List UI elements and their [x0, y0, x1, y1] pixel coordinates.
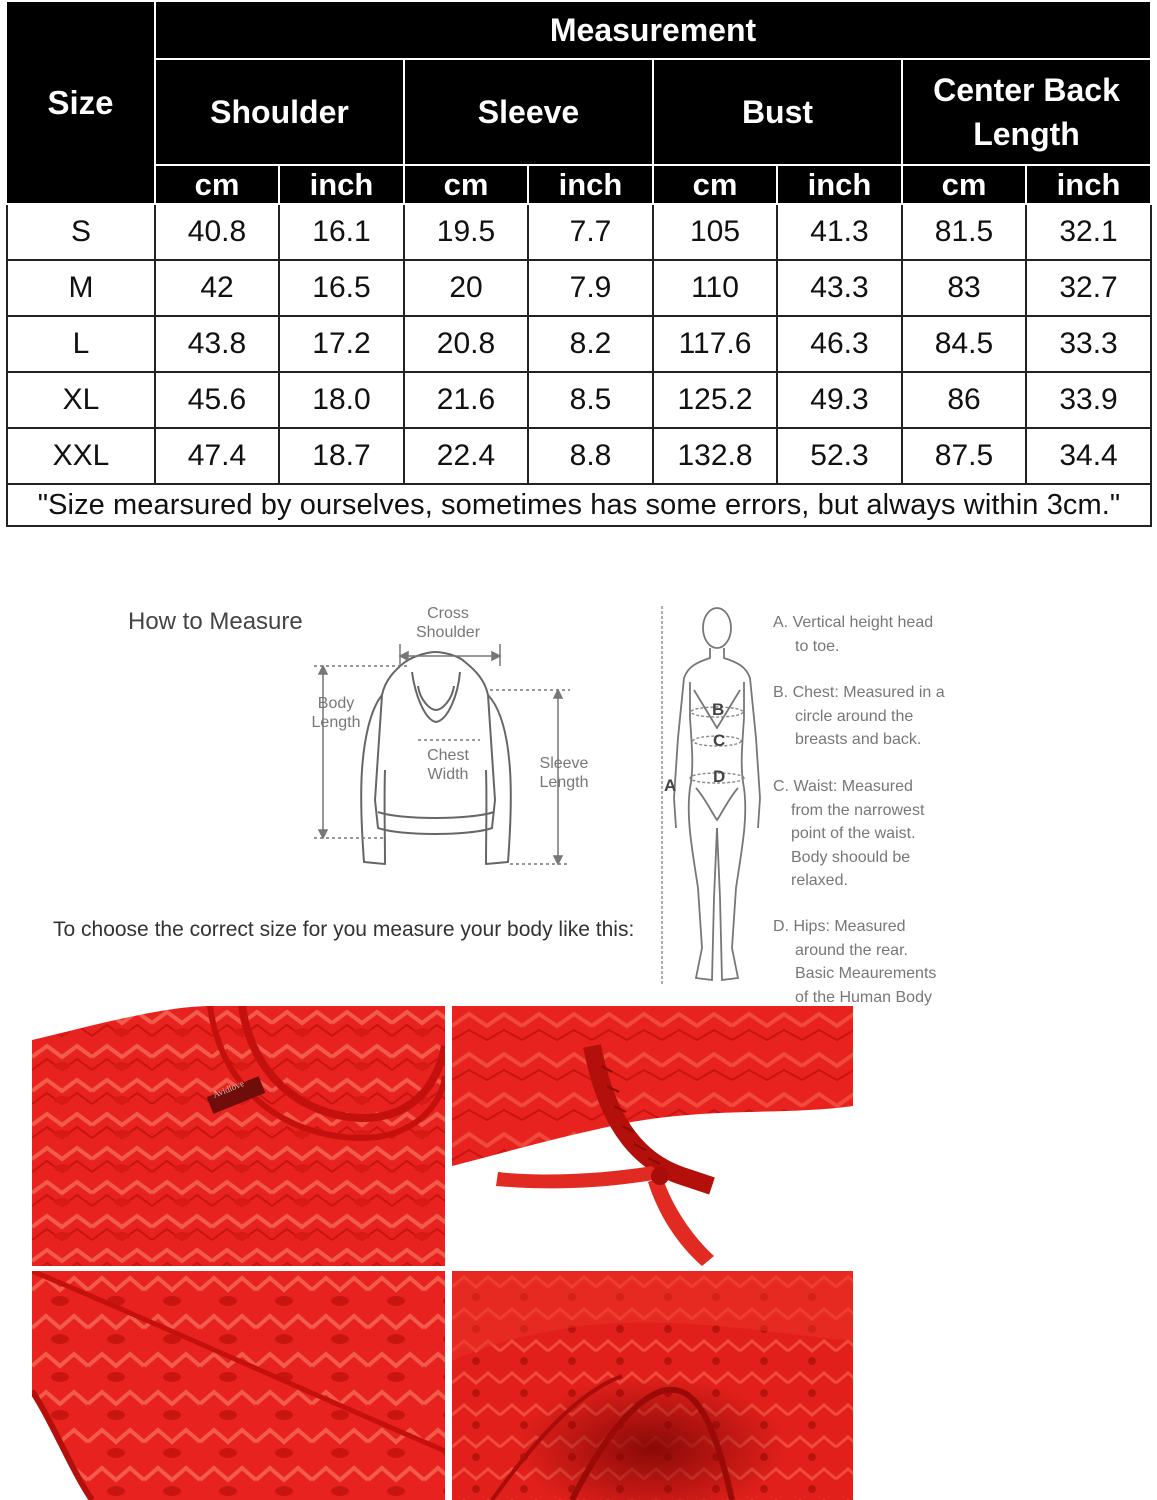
value-cell: 19.5: [404, 204, 528, 260]
marker-c: C: [713, 731, 726, 750]
size-cell: XXL: [7, 428, 155, 484]
note-waist: C. Waist: Measured from the narrowest point of the waist. Body shoould be relaxed.: [773, 778, 925, 889]
table-row: [7, 316, 1151, 372]
table-note-row: [7, 484, 1151, 526]
value-cell: 117.6: [653, 316, 777, 372]
unit-header: inch: [777, 165, 902, 204]
table-row: [7, 428, 1151, 484]
cross-shoulder-label: Cross Shoulder: [415, 605, 481, 641]
value-cell: 84.5: [902, 316, 1026, 372]
value-cell: 42: [155, 260, 279, 316]
note-chest: B. Chest: Measured in a circle around the breasts and back.: [773, 684, 945, 748]
neckline-photo: [32, 1006, 445, 1266]
how-to-measure-title: How to Measure: [128, 608, 303, 635]
size-cell: L: [7, 316, 155, 372]
unit-header: cm: [155, 165, 279, 204]
value-cell: 32.7: [1026, 260, 1151, 316]
size-cell: XL: [7, 372, 155, 428]
value-cell: 20: [404, 260, 528, 316]
marker-b: B: [712, 700, 725, 719]
size-column-header: Size: [7, 1, 155, 204]
value-cell: 8.2: [528, 316, 653, 372]
body-measure-figure: [660, 598, 770, 994]
value-cell: 45.6: [155, 372, 279, 428]
sleeve-length-label: Sleeve Length: [539, 755, 589, 791]
hem-photo: [32, 1271, 445, 1500]
value-cell: 47.4: [155, 428, 279, 484]
value-cell: 16.1: [279, 204, 404, 260]
body-length-label: Body Length: [311, 695, 361, 731]
note-height: A. Vertical height head to toe.: [773, 614, 934, 655]
size-chart-table: [6, 0, 1152, 527]
measurement-header: Measurement: [155, 1, 1151, 59]
note-hips: D. Hips: Measured around the rear. Basic Meaurements of the Human Body: [773, 918, 937, 1006]
drawstring-photo: [452, 1006, 853, 1266]
table-row: [7, 372, 1151, 428]
value-cell: 40.8: [155, 204, 279, 260]
marker-d: D: [713, 767, 726, 786]
value-cell: 22.4: [404, 428, 528, 484]
unit-header: cm: [653, 165, 777, 204]
bust-header: Bust: [653, 59, 902, 165]
table-row: [7, 204, 1151, 260]
value-cell: 52.3: [777, 428, 902, 484]
value-cell: 34.4: [1026, 428, 1151, 484]
size-note: "Size mearsured by ourselves, sometimes has some errors, but always within 3cm.": [7, 484, 1151, 526]
value-cell: 8.8: [528, 428, 653, 484]
value-cell: 18.0: [279, 372, 404, 428]
table-row: [7, 260, 1151, 316]
value-cell: 17.2: [279, 316, 404, 372]
fabric-closeup-photo: [452, 1271, 853, 1500]
center-back-length-header: Center Back Length: [902, 59, 1151, 165]
value-cell: 16.5: [279, 260, 404, 316]
unit-header: cm: [404, 165, 528, 204]
size-cell: S: [7, 204, 155, 260]
shoulder-header: Shoulder: [155, 59, 404, 165]
value-cell: 33.9: [1026, 372, 1151, 428]
value-cell: 87.5: [902, 428, 1026, 484]
size-chart-header: [7, 1, 1151, 204]
unit-header: cm: [902, 165, 1026, 204]
value-cell: 18.7: [279, 428, 404, 484]
value-cell: 49.3: [777, 372, 902, 428]
marker-a: A: [664, 776, 677, 795]
value-cell: 83: [902, 260, 1026, 316]
value-cell: 7.9: [528, 260, 653, 316]
value-cell: 32.1: [1026, 204, 1151, 260]
garment-measure-diagram: [290, 600, 610, 880]
value-cell: 33.3: [1026, 316, 1151, 372]
value-cell: 7.7: [528, 204, 653, 260]
choose-size-instruction: To choose the correct size for you measure your body like this:: [53, 918, 635, 941]
value-cell: 125.2: [653, 372, 777, 428]
value-cell: 21.6: [404, 372, 528, 428]
brand-label-text: Avidlove: [211, 1078, 246, 1100]
sleeve-header: Sleeve: [404, 59, 653, 165]
value-cell: 132.8: [653, 428, 777, 484]
size-chart-body: [7, 204, 1151, 526]
unit-header: inch: [528, 165, 653, 204]
value-cell: 86: [902, 372, 1026, 428]
value-cell: 43.8: [155, 316, 279, 372]
unit-header: inch: [1026, 165, 1151, 204]
chest-width-label: Chest Width: [427, 747, 469, 783]
value-cell: 81.5: [902, 204, 1026, 260]
value-cell: 105: [653, 204, 777, 260]
value-cell: 8.5: [528, 372, 653, 428]
size-cell: M: [7, 260, 155, 316]
value-cell: 46.3: [777, 316, 902, 372]
value-cell: 20.8: [404, 316, 528, 372]
value-cell: 41.3: [777, 204, 902, 260]
value-cell: 43.3: [777, 260, 902, 316]
unit-header: inch: [279, 165, 404, 204]
value-cell: 110: [653, 260, 777, 316]
